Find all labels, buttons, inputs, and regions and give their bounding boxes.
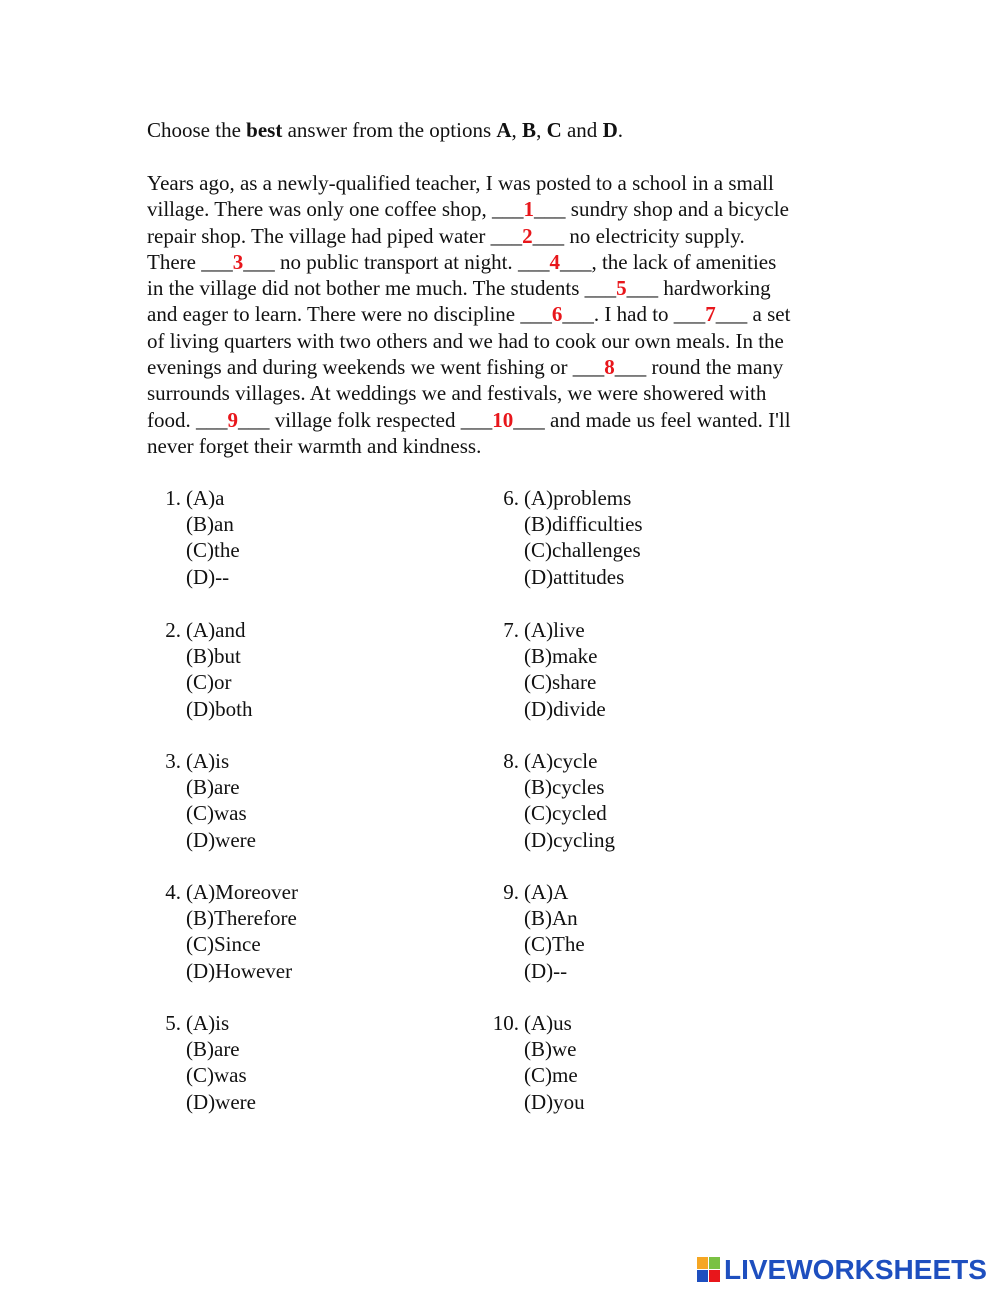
blank-underscore: ___ <box>532 223 565 248</box>
logo-tile <box>697 1270 708 1282</box>
question-number: 3. <box>165 749 181 773</box>
answer-options <box>186 879 467 984</box>
question-number: 7. <box>503 618 519 642</box>
blank-underscore: ___ <box>243 249 275 274</box>
answer-options <box>524 748 805 853</box>
option-letter-c: C <box>546 118 562 142</box>
passage-line <box>147 275 867 301</box>
blank-underscore: ___ <box>460 407 493 432</box>
question-2 <box>147 617 467 722</box>
answer-option-a[interactable]: (A)a <box>186 486 225 510</box>
liveworksheets-logo-icon <box>697 1257 721 1283</box>
blank-6[interactable] <box>520 302 594 326</box>
answer-options <box>186 485 467 590</box>
answer-option-c[interactable]: (C)or <box>186 670 232 695</box>
blank-9[interactable] <box>196 408 270 432</box>
logo-text: LIVEWORKSHEETS <box>724 1254 987 1285</box>
blank-underscore: ___ <box>562 302 594 327</box>
answer-option-d[interactable]: (D)divide <box>524 696 606 721</box>
answer-option-b[interactable]: (B)are <box>186 775 240 800</box>
passage-text: food. <box>147 407 196 432</box>
instruction-emphasis: best <box>246 118 283 142</box>
question-7 <box>485 617 805 722</box>
passage-line <box>147 170 867 196</box>
answer-options <box>186 748 467 853</box>
answer-option-c[interactable]: (C)The <box>524 932 585 957</box>
blank-underscore: ___ <box>673 302 706 327</box>
question-1 <box>147 485 467 590</box>
question-number: 5. <box>165 1011 181 1035</box>
blank-2[interactable] <box>491 224 565 248</box>
answer-option-c[interactable]: (C)was <box>186 801 247 826</box>
blank-number: 8 <box>604 355 615 380</box>
instruction-part: , <box>511 118 523 142</box>
passage-text: a set <box>747 302 791 327</box>
answer-option-c[interactable]: (C)the <box>186 538 240 563</box>
instruction-part: and <box>561 118 603 142</box>
blank-underscore: ___ <box>238 407 270 432</box>
answer-option-c[interactable]: (C)share <box>524 670 597 695</box>
passage-text: and eager to learn. There were no discipline <box>147 302 521 327</box>
logo-tile <box>709 1257 720 1269</box>
blank-number: 3 <box>232 249 244 274</box>
answer-option-a[interactable]: (A)us <box>524 1011 572 1035</box>
option-letter-a: A <box>496 118 512 142</box>
answer-option-c[interactable]: (C)me <box>524 1063 578 1088</box>
blank-underscore: ___ <box>626 276 659 301</box>
passage-text: repair shop. The village had piped water <box>147 223 491 248</box>
passage-text: no electricity supply. <box>564 223 745 248</box>
passage-text: surrounds villages. At weddings we and festivals, we were showered with <box>147 381 767 406</box>
passage-text: . I had to <box>593 302 674 327</box>
blank-underscore: ___ <box>492 197 524 222</box>
answer-option-d[interactable]: (D)you <box>524 1089 585 1114</box>
passage-text: hardworking <box>658 276 771 301</box>
blank-underscore: ___ <box>196 407 228 432</box>
blank-underscore: ___ <box>584 276 617 301</box>
blank-number: 5 <box>616 276 627 301</box>
passage-text: evenings and during weekends we went fishing or <box>147 355 573 380</box>
answer-option-d[interactable]: (D)were <box>186 827 256 852</box>
answer-option-d[interactable]: (D)-- <box>524 958 568 983</box>
option-letter-d: D <box>602 118 618 142</box>
question-4 <box>147 879 467 984</box>
answer-option-a[interactable]: (A)A <box>524 880 569 904</box>
passage-text: in the village did not bother me much. The students <box>147 276 585 301</box>
answer-option-a[interactable]: (A)is <box>186 1011 230 1035</box>
instruction-text <box>147 117 623 143</box>
blank-underscore: ___ <box>201 249 233 274</box>
blank-number: 9 <box>227 407 238 432</box>
answer-option-a[interactable]: (A)Moreover <box>186 880 298 904</box>
answer-option-b[interactable]: (B)difficulties <box>524 512 643 537</box>
answer-option-a[interactable]: (A)live <box>524 618 585 642</box>
logo-tile <box>709 1270 720 1282</box>
answer-option-c[interactable]: (C)cycled <box>524 801 607 826</box>
blank-number: 6 <box>551 302 563 327</box>
blank-underscore: ___ <box>517 249 550 274</box>
answer-option-b[interactable]: (B)cycles <box>524 775 605 800</box>
instruction-part: . <box>617 118 623 142</box>
blank-number: 4 <box>549 249 560 274</box>
blank-4[interactable] <box>518 250 592 274</box>
blank-1[interactable] <box>492 197 566 221</box>
cloze-passage <box>147 170 867 459</box>
question-number: 6. <box>503 486 519 510</box>
blank-underscore: ___ <box>715 302 748 327</box>
passage-text: sundry shop and a bicycle <box>565 197 789 222</box>
answer-option-d[interactable]: (D)attitudes <box>524 564 625 589</box>
blank-number: 1 <box>523 197 535 222</box>
passage-line <box>147 354 867 380</box>
answer-options <box>524 485 805 590</box>
passage-text: village folk respected <box>269 407 461 432</box>
question-number: 10. <box>492 1011 519 1035</box>
blank-8[interactable] <box>573 355 647 379</box>
option-letter-b: B <box>522 118 537 142</box>
blank-underscore: ___ <box>572 355 605 380</box>
passage-text: round the many <box>646 355 784 380</box>
instruction-part: , <box>536 118 547 142</box>
blank-5[interactable] <box>585 276 659 300</box>
passage-line <box>147 407 867 433</box>
answer-option-d[interactable]: (D)However <box>186 958 293 983</box>
passage-text: Years ago, as a newly-qualified teacher, I was posted to a school in a small <box>147 171 774 195</box>
question-5 <box>147 1010 467 1115</box>
blank-underscore: ___ <box>490 223 523 248</box>
blank-number: 2 <box>522 223 533 248</box>
answer-options <box>524 879 805 984</box>
answer-option-b[interactable]: (B)but <box>186 644 241 669</box>
passage-line <box>147 328 867 354</box>
answer-option-b[interactable]: (B)An <box>524 906 578 931</box>
answer-option-b[interactable]: (B)are <box>186 1037 240 1062</box>
passage-line <box>147 433 867 459</box>
passage-text: no public transport at night. <box>274 249 518 274</box>
answer-option-a[interactable]: (A)problems <box>524 486 632 510</box>
answer-option-d[interactable]: (D)both <box>186 696 253 721</box>
blank-7[interactable] <box>674 302 748 326</box>
passage-line <box>147 223 867 249</box>
blank-underscore: ___ <box>513 407 545 432</box>
passage-line <box>147 380 867 406</box>
question-number: 2. <box>165 618 181 642</box>
passage-text: There <box>147 249 202 274</box>
answer-option-d[interactable]: (D)-- <box>186 564 230 589</box>
passage-line <box>147 249 867 275</box>
answer-option-a[interactable]: (A)and <box>186 618 246 642</box>
blank-10[interactable] <box>461 408 545 432</box>
passage-text: , the lack of amenities <box>591 249 777 274</box>
answer-option-c[interactable]: (C)was <box>186 1063 247 1088</box>
question-6 <box>485 485 805 590</box>
logo-tile <box>697 1257 708 1269</box>
question-10 <box>485 1010 805 1115</box>
passage-line <box>147 301 867 327</box>
answer-option-d[interactable]: (D)cycling <box>524 827 615 852</box>
passage-text: and made us feel wanted. I'll <box>544 407 791 432</box>
question-8 <box>485 748 805 853</box>
answer-option-c[interactable]: (C)Since <box>186 932 261 957</box>
answer-option-a[interactable]: (A)is <box>186 749 230 773</box>
question-number: 8. <box>503 749 519 773</box>
passage-text: village. There was only one coffee shop, <box>147 197 493 222</box>
answer-option-a[interactable]: (A)cycle <box>524 749 598 773</box>
blank-underscore: ___ <box>614 355 647 380</box>
answer-options <box>524 617 805 722</box>
question-number: 1. <box>165 486 181 510</box>
answer-option-d[interactable]: (D)were <box>186 1089 256 1114</box>
liveworksheets-logo <box>697 1255 987 1285</box>
instruction-part: Choose the <box>147 118 247 142</box>
passage-text: of living quarters with two others and we had to cook our own meals. In the <box>147 328 784 353</box>
blank-number: 10 <box>492 407 514 432</box>
blank-underscore: ___ <box>520 302 552 327</box>
passage-text: never forget their warmth and kindness. <box>147 433 482 458</box>
blank-underscore: ___ <box>559 249 592 274</box>
blank-underscore: ___ <box>534 197 566 222</box>
answer-options <box>186 617 467 722</box>
answer-options <box>524 1010 805 1115</box>
question-9 <box>485 879 805 984</box>
answer-option-b[interactable]: (B)we <box>524 1037 577 1062</box>
question-3 <box>147 748 467 853</box>
question-number: 9. <box>503 880 519 904</box>
instruction-part: answer from the options <box>282 118 497 142</box>
answer-options <box>186 1010 467 1115</box>
answer-option-c[interactable]: (C)challenges <box>524 538 641 563</box>
passage-line <box>147 196 867 222</box>
answer-option-b[interactable]: (B)an <box>186 512 234 537</box>
blank-3[interactable] <box>201 250 275 274</box>
question-number: 4. <box>165 880 181 904</box>
answer-option-b[interactable]: (B)Therefore <box>186 906 297 931</box>
answer-option-b[interactable]: (B)make <box>524 644 598 669</box>
blank-number: 7 <box>705 302 716 327</box>
